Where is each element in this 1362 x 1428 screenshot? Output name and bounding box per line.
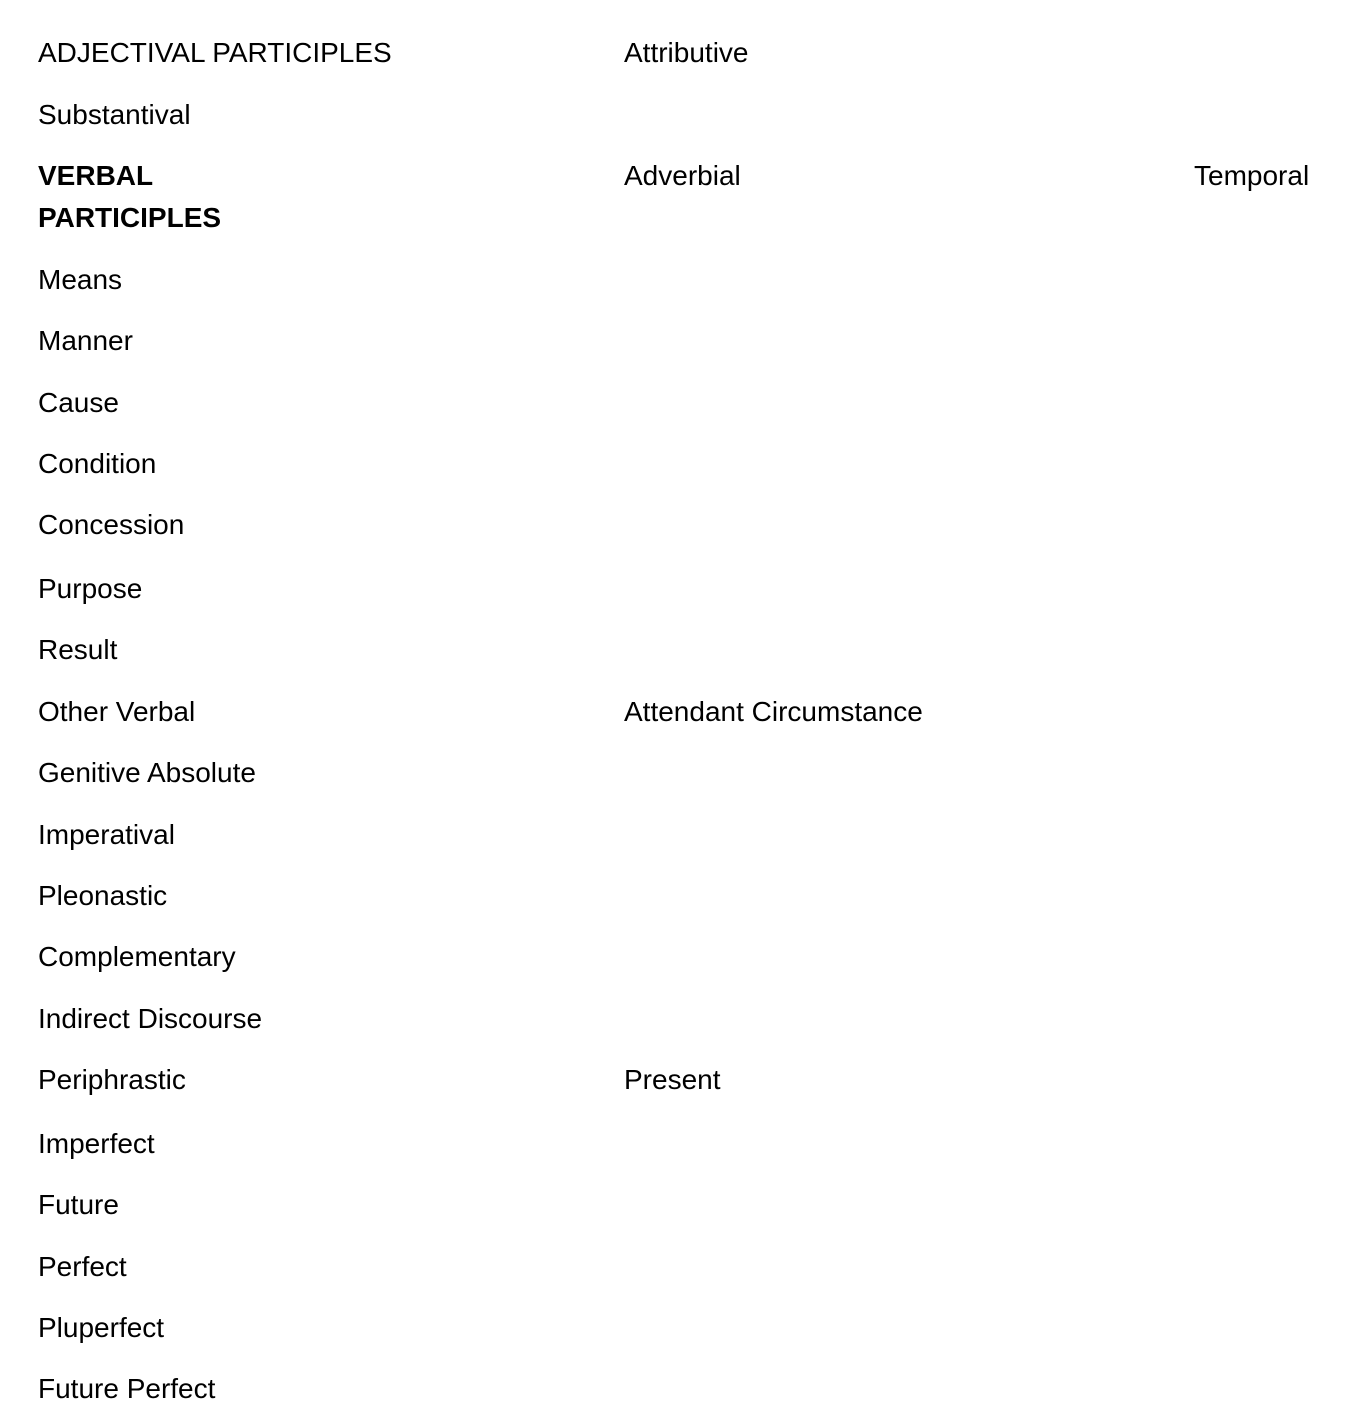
attendant-circumstance-label: Attendant Circumstance [624, 696, 923, 727]
list-item-pluperfect: Pluperfect [38, 1312, 165, 1343]
substantival-label: Substantival [38, 99, 191, 130]
list-item-purpose: Purpose [38, 573, 143, 604]
verbal-participles-heading: VERBAL PARTICIPLES [38, 160, 222, 233]
list-item-imperfect: Imperfect [38, 1128, 155, 1159]
list-item-genitive-absolute: Genitive Absolute [38, 757, 256, 788]
list-item-cause: Cause [38, 387, 119, 418]
attributive-label: Attributive [624, 37, 749, 68]
list-item-result: Result [38, 634, 118, 665]
temporal-label: Temporal [1194, 160, 1310, 191]
periphrastic-label: Periphrastic [38, 1064, 186, 1095]
adverbial-label: Adverbial [624, 160, 741, 191]
list-item-condition: Condition [38, 448, 157, 479]
list-item-manner: Manner [38, 325, 133, 356]
adjectival-participles-heading: ADJECTIVAL PARTICIPLES [38, 37, 392, 68]
other-verbal-label: Other Verbal [38, 696, 196, 727]
list-item-future: Future [38, 1189, 119, 1220]
list-item-means: Means [38, 264, 123, 295]
present-label: Present [624, 1064, 721, 1095]
list-item-complementary: Complementary [38, 941, 236, 972]
list-item-imperatival: Imperatival [38, 819, 175, 850]
list-item-future-perfect: Future Perfect [38, 1373, 216, 1404]
list-item-indirect-discourse: Indirect Discourse [38, 1003, 263, 1034]
list-item-concession: Concession [38, 509, 185, 540]
list-item-pleonastic: Pleonastic [38, 880, 168, 911]
list-item-perfect: Perfect [38, 1251, 127, 1282]
